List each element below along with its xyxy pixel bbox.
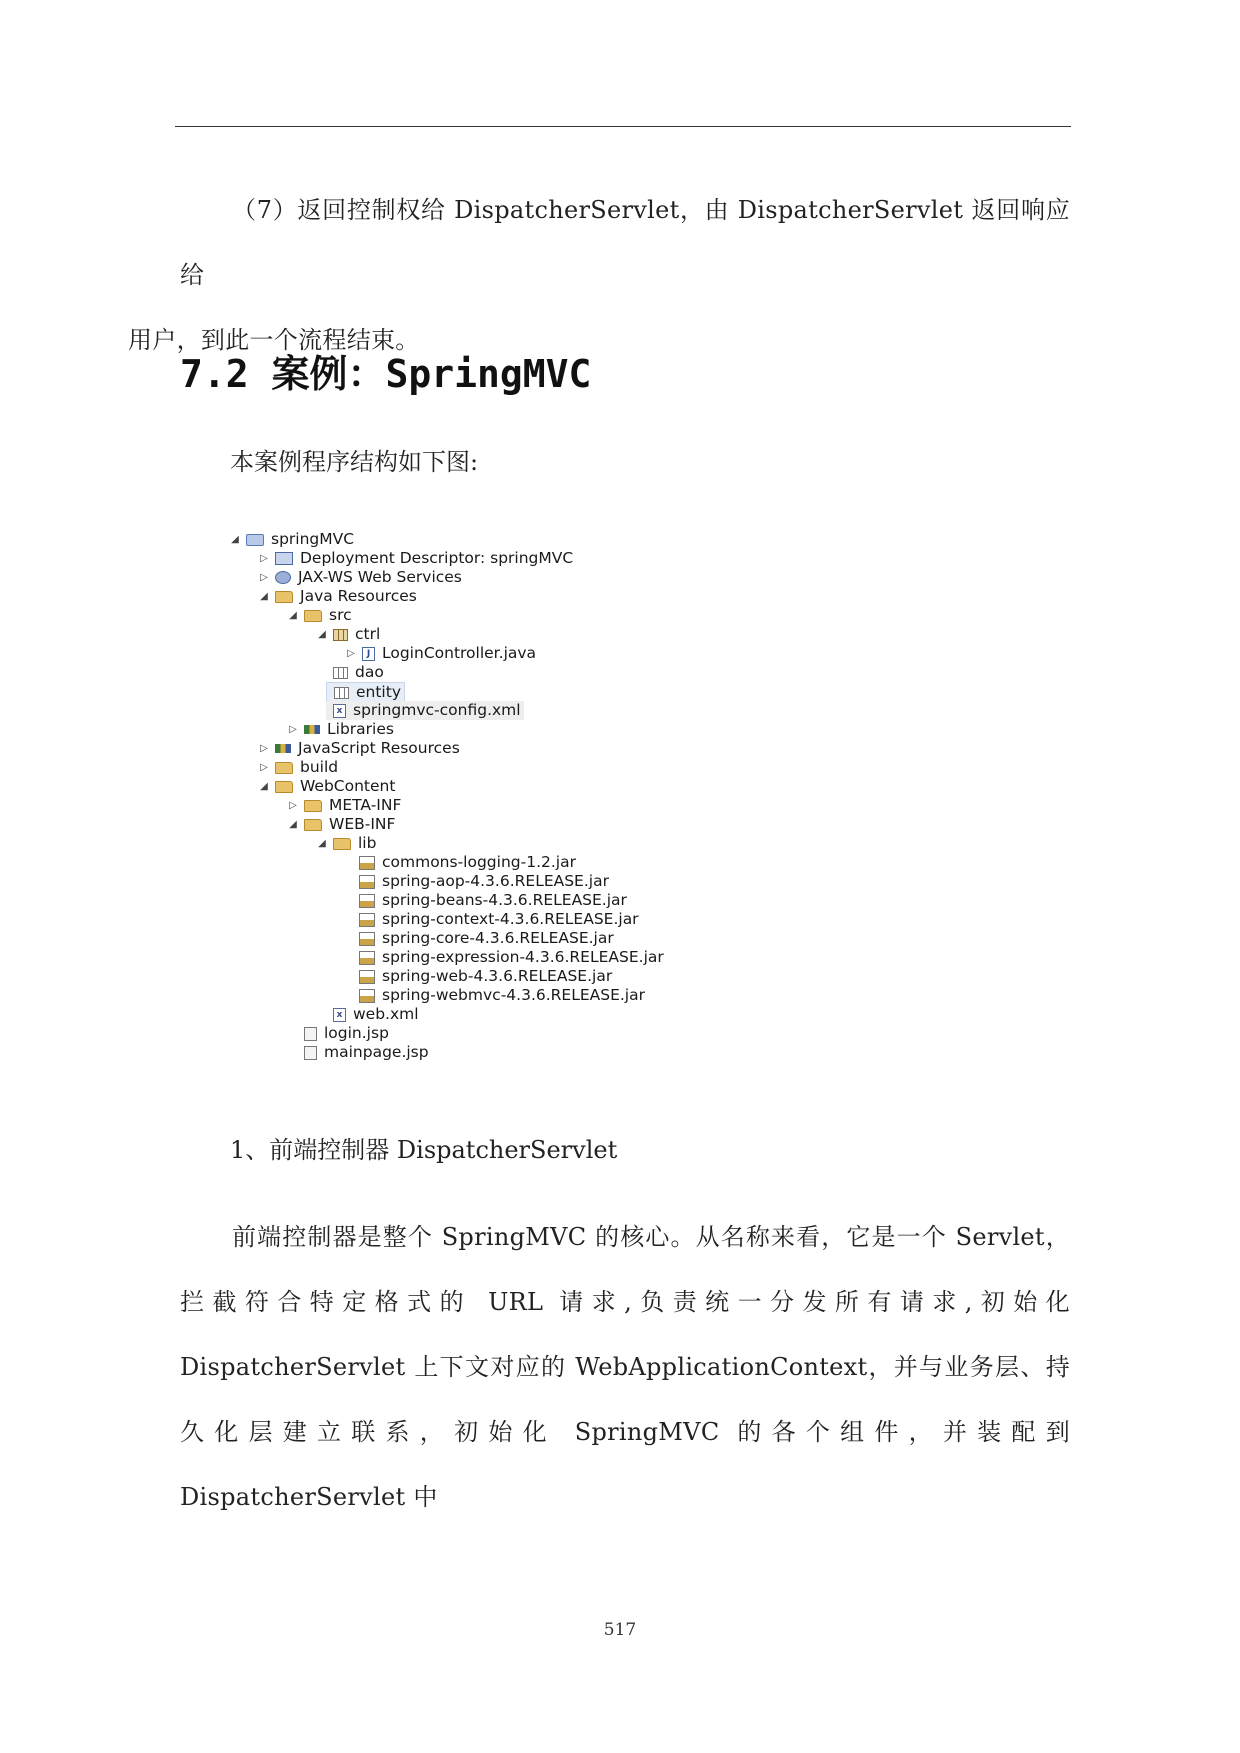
tree-item[interactable]	[257, 777, 395, 796]
expand-arrow-icon[interactable]: ▷	[260, 743, 268, 754]
tree-item-label: lib	[358, 834, 377, 852]
paragraph-line: 用户，到此一个流程结束。	[128, 326, 420, 354]
tree-item-label: entity	[356, 683, 401, 701]
folder-open-icon	[275, 781, 293, 793]
tree-item-label: WEB-INF	[329, 815, 396, 833]
tree-item[interactable]	[355, 948, 664, 967]
tree-item[interactable]	[355, 929, 614, 948]
tree-item[interactable]	[326, 701, 524, 720]
folder-open-icon	[333, 838, 351, 850]
tree-item-label: src	[329, 606, 352, 624]
section-heading: 7.2 案例：SpringMVC	[180, 352, 592, 396]
tree-item[interactable]	[355, 853, 576, 872]
folder-open-icon	[304, 819, 322, 831]
tree-item-label: Deployment Descriptor: springMVC	[300, 549, 574, 567]
tree-item[interactable]	[300, 1024, 389, 1043]
jar-icon	[359, 913, 375, 927]
xml-file-icon: x	[333, 704, 346, 718]
tree-item[interactable]	[228, 530, 354, 549]
tree-item[interactable]	[257, 758, 338, 777]
jsp-file-icon	[304, 1027, 317, 1041]
tree-item-label: springMVC	[271, 530, 355, 548]
jsp-file-icon	[304, 1046, 317, 1060]
tree-item[interactable]	[257, 587, 417, 606]
folder-icon	[275, 762, 293, 774]
tree-item[interactable]	[355, 891, 627, 910]
tree-item-label: springmvc-config.xml	[353, 701, 521, 719]
tree-item-label: spring-core-4.3.6.RELEASE.jar	[382, 929, 614, 947]
tree-item[interactable]	[344, 644, 536, 663]
collapse-arrow-icon[interactable]: ◢	[260, 781, 268, 792]
tree-item-label: spring-webmvc-4.3.6.RELEASE.jar	[382, 986, 645, 1004]
jar-icon	[359, 970, 375, 984]
tree-item[interactable]	[300, 1043, 429, 1062]
tree-item[interactable]	[257, 549, 573, 568]
source-folder-icon	[304, 610, 322, 622]
tree-item[interactable]	[286, 815, 395, 834]
expand-arrow-icon[interactable]: ▷	[260, 553, 268, 564]
tree-item[interactable]	[326, 682, 405, 703]
expand-arrow-icon[interactable]: ▷	[289, 724, 297, 735]
tree-item-label: spring-web-4.3.6.RELEASE.jar	[382, 967, 613, 985]
paragraph-body: 前端控制器是整个 SpringMVC 的核心。从名称来看，它是一个 Servlet，拦截符合特定格式的 URL 请求,负责统一分发所有请求,初始化 DispatcherServlet 上下文对应的 WebApplicationContext，并与业务层、持久化层建立联系，初始化 SpringMVC 的各个组件，并装配到 DispatcherServlet 中	[180, 1223, 1070, 1511]
collapse-arrow-icon[interactable]: ◢	[318, 838, 326, 849]
tree-item[interactable]	[315, 625, 380, 644]
tree-item-label: ctrl	[355, 625, 381, 643]
figure-caption: 本案例程序结构如下图:	[230, 448, 479, 476]
expand-arrow-icon[interactable]: ▷	[347, 648, 355, 659]
tree-item-label: WebContent	[300, 777, 396, 795]
collapse-arrow-icon[interactable]: ◢	[260, 591, 268, 602]
tree-item-label: build	[300, 758, 339, 776]
tree-item[interactable]	[257, 739, 460, 758]
header-rule	[175, 126, 1071, 127]
tree-item-label: Java Resources	[300, 587, 417, 605]
tree-item-label: JAX-WS Web Services	[298, 568, 462, 586]
tree-item[interactable]	[329, 663, 384, 682]
tree-item[interactable]	[315, 834, 376, 853]
tree-item[interactable]	[355, 910, 639, 929]
tree-item-label: spring-expression-4.3.6.RELEASE.jar	[382, 948, 664, 966]
collapse-arrow-icon[interactable]: ◢	[289, 819, 297, 830]
expand-arrow-icon[interactable]: ▷	[260, 762, 268, 773]
tree-item-label: LoginController.java	[382, 644, 537, 662]
tree-item[interactable]	[329, 1005, 419, 1024]
jar-icon	[359, 856, 375, 870]
tree-item[interactable]	[355, 967, 612, 986]
tree-item[interactable]	[355, 872, 609, 891]
jar-icon	[359, 989, 375, 1003]
folder-icon	[304, 800, 322, 812]
package-icon	[333, 629, 348, 641]
tree-item-label: login.jsp	[324, 1024, 389, 1042]
tree-item[interactable]	[355, 986, 645, 1005]
project-tree	[228, 530, 748, 1075]
collapse-arrow-icon[interactable]: ◢	[318, 629, 326, 640]
jar-icon	[359, 932, 375, 946]
tree-item-label: spring-context-4.3.6.RELEASE.jar	[382, 910, 639, 928]
project-icon	[246, 534, 264, 546]
java-resources-icon	[275, 591, 293, 603]
empty-package-icon	[333, 667, 348, 679]
web-services-icon	[275, 571, 291, 584]
xml-file-icon: x	[333, 1008, 346, 1022]
javascript-resources-icon	[275, 744, 291, 753]
tree-item-label: web.xml	[353, 1005, 419, 1023]
collapse-arrow-icon[interactable]: ◢	[231, 534, 239, 545]
paragraph-line: （7）返回控制权给 DispatcherServlet，由 DispatcherServlet 返回响应给	[180, 196, 1070, 289]
java-file-icon: J	[362, 647, 375, 661]
tree-item-label: dao	[355, 663, 384, 681]
tree-item[interactable]	[286, 606, 352, 625]
tree-item[interactable]	[257, 568, 462, 587]
jar-icon	[359, 875, 375, 889]
expand-arrow-icon[interactable]: ▷	[289, 800, 297, 811]
jar-icon	[359, 951, 375, 965]
collapse-arrow-icon[interactable]: ◢	[289, 610, 297, 621]
tree-item-label: spring-aop-4.3.6.RELEASE.jar	[382, 872, 609, 890]
tree-item[interactable]	[286, 720, 394, 739]
empty-package-icon	[334, 687, 349, 699]
page-number: 517	[603, 1620, 637, 1640]
tree-item-label: Libraries	[327, 720, 394, 738]
subsection-title: 1、前端控制器 DispatcherServlet	[230, 1136, 618, 1164]
libraries-icon	[304, 725, 320, 734]
jar-icon	[359, 894, 375, 908]
tree-item[interactable]	[286, 796, 401, 815]
expand-arrow-icon[interactable]: ▷	[260, 572, 268, 583]
tree-item-label: JavaScript Resources	[298, 739, 460, 757]
tree-item-label: commons-logging-1.2.jar	[382, 853, 576, 871]
tree-item-label: mainpage.jsp	[324, 1043, 429, 1061]
tree-item-label: META-INF	[329, 796, 402, 814]
descriptor-icon	[275, 552, 293, 565]
tree-item-label: spring-beans-4.3.6.RELEASE.jar	[382, 891, 627, 909]
